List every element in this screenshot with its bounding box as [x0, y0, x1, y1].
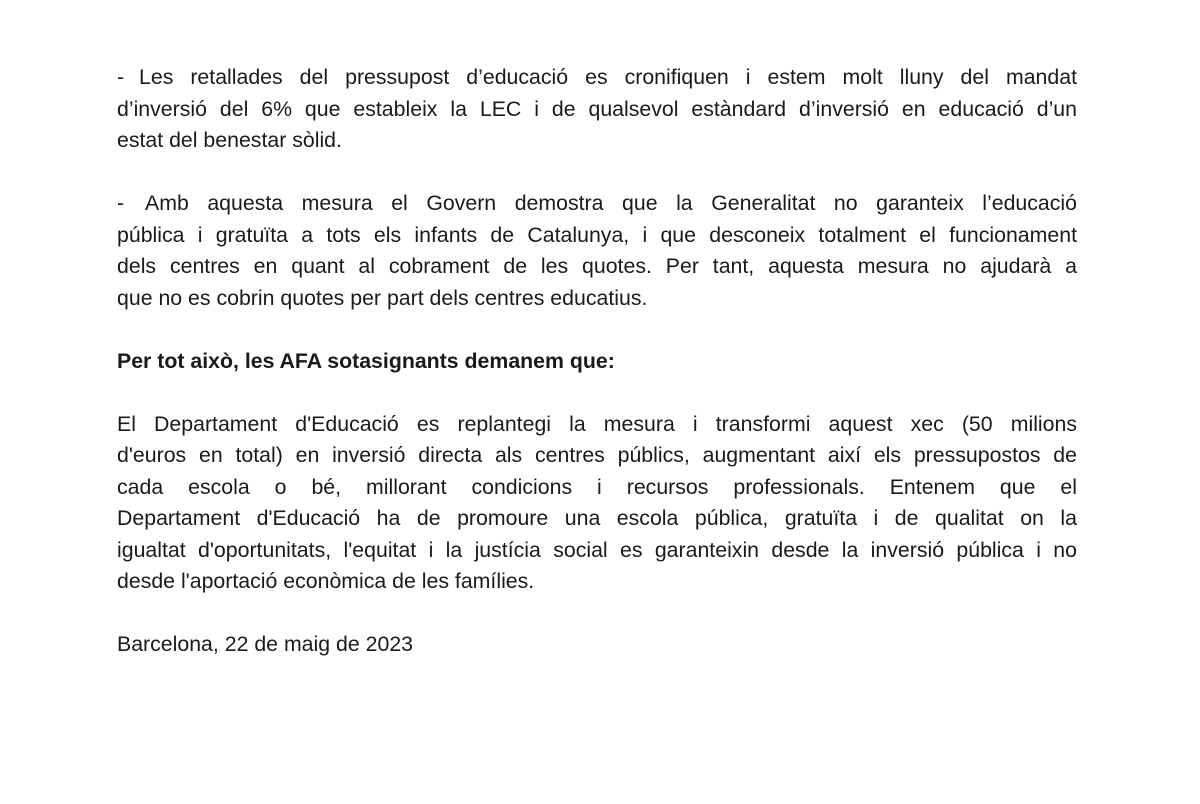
text-line: dels centres en quant al cobrament de les quotes. Per tant, aquesta mesura no ajudarà a	[117, 254, 1077, 278]
text-line: d’inversió del 6% que estableix la LEC i de qualsevol estàndard d’inversió en educació d’un	[117, 96, 1077, 121]
paragraph-spacer	[117, 598, 1077, 630]
place-date-line: Barcelona, 22 de maig de 2023	[117, 632, 414, 656]
text-line	[117, 188, 1077, 220]
bullet-dash: -	[117, 191, 125, 215]
paragraph-spacer	[117, 157, 1077, 189]
document-body	[117, 62, 1077, 661]
text-line: d'euros en total) en inversió directa als centres públics, augmentant així els pressupostos de	[117, 443, 1077, 467]
paragraph-spacer	[117, 377, 1077, 409]
bullet-paragraph-government-measure	[117, 188, 1077, 314]
line-text: Amb aquesta mesura el Govern demostra que la Generalitat no garanteix l’educació	[145, 191, 1077, 215]
text-line: Departament d'Educació ha de promoure una escola pública, gratuïta i de qualitat on la	[117, 506, 1077, 530]
text-line: desde l'aportació econòmica de les famílies.	[117, 569, 535, 593]
line-text: Les retallades del pressupost d’educació es cronifiquen i estem molt lluny del mandat	[139, 65, 1077, 89]
text-line	[117, 62, 1077, 94]
text-line: pública i gratuïta a tots els infants de Catalunya, i que desconeix totalment el funcionament	[117, 222, 1077, 247]
text-line: que no es cobrin quotes per part dels centres educatius.	[117, 285, 648, 310]
paragraph-spacer	[117, 314, 1077, 346]
bullet-dash: -	[117, 65, 125, 89]
paragraph-demand	[117, 409, 1077, 598]
text-line: cada escola o bé, millorant condicions i recursos professionals. Entenem que el	[117, 474, 1077, 499]
text-line: estat del benestar sòlid.	[117, 128, 342, 152]
text-line: El Departament d'Educació es replantegi la mesura i transformi aquest xec (50 milions	[117, 411, 1077, 436]
bullet-paragraph-budget-cuts	[117, 62, 1077, 157]
text-line: igualtat d'oportunitats, l'equitat i la justícia social es garanteixin desde la inversió pública i no	[117, 537, 1077, 562]
section-heading: Per tot això, les AFA sotasignants demanem que:	[117, 348, 615, 373]
